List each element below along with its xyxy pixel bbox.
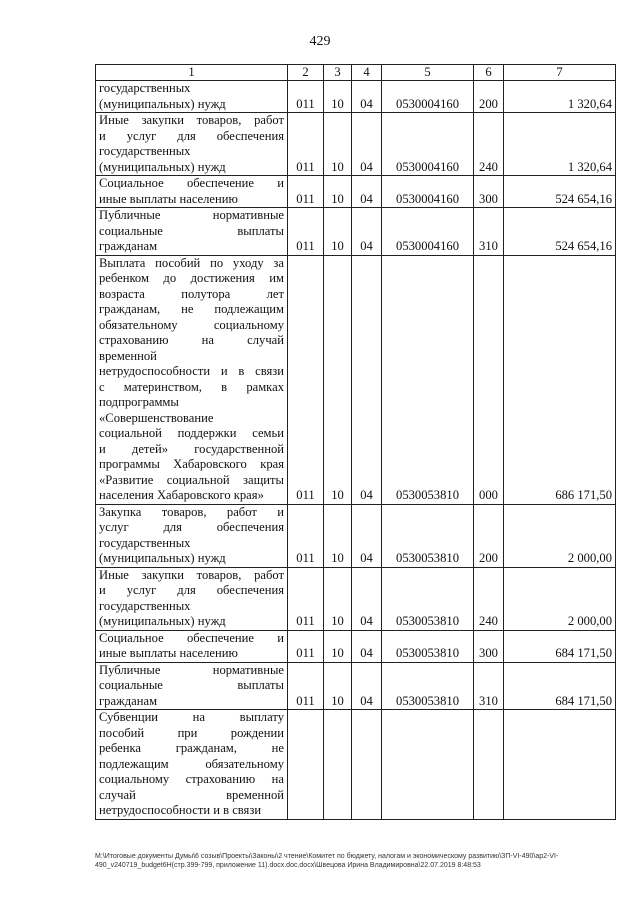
description-line: государственных	[99, 535, 191, 550]
description-line: нетрудоспособности и в связи	[99, 803, 262, 817]
description-line: государственных	[99, 81, 191, 95]
description-line: социальные выплаты	[99, 223, 284, 238]
description-line: и услуг для обеспечения	[99, 128, 284, 143]
description-line: нетрудоспособности и в связи	[99, 364, 284, 378]
amount-cell: 2 000,00	[504, 504, 616, 567]
description-line: «Совершенствование	[99, 410, 214, 425]
row-description	[96, 113, 288, 176]
ministry-code-cell	[288, 710, 324, 820]
subsection-code-cell: 04	[352, 208, 382, 256]
description-line: гражданам	[99, 239, 158, 253]
amount-cell: 684 171,50	[504, 630, 616, 662]
target-article-code-cell: 0530004160	[382, 81, 474, 113]
description-line: гражданам	[99, 693, 158, 708]
amount-cell	[504, 710, 616, 820]
column-header: 7	[504, 65, 616, 81]
amount-cell: 2 000,00	[504, 567, 616, 630]
subsection-code-cell: 04	[352, 176, 382, 208]
table-row	[96, 113, 616, 176]
description-line: социальной поддержки семьи	[99, 426, 284, 440]
expense-type-code-cell: 300	[474, 630, 504, 662]
section-code-cell: 10	[324, 567, 352, 630]
subsection-code-cell: 04	[352, 504, 382, 567]
expense-type-code-cell: 240	[474, 567, 504, 630]
target-article-code-cell: 0530053810	[382, 567, 474, 630]
page-number: 429	[309, 34, 331, 49]
ministry-code-cell: 011	[288, 255, 324, 504]
description-line: ребенком до достижения им	[99, 271, 284, 285]
section-code-cell: 10	[324, 504, 352, 567]
description-line: обязательному социальному	[99, 317, 284, 332]
column-header: 4	[352, 65, 382, 81]
description-line: «Развитие социальной защиты	[99, 472, 284, 487]
table-row	[96, 567, 616, 630]
description-line: (муниципальных) нужд	[99, 96, 226, 111]
footer-line: 490_v240719_budget6H(стр.399-799, приложение 11).docx.doc.docx\Швецова Ирина Владимировна\22.07.2019 8:48:53	[95, 862, 481, 869]
row-description	[96, 504, 288, 567]
row-description	[96, 176, 288, 208]
section-code-cell: 10	[324, 255, 352, 504]
expense-type-code-cell: 200	[474, 81, 504, 113]
description-line: подлежащим обязательному	[99, 756, 284, 771]
subsection-code-cell	[352, 710, 382, 820]
row-description	[96, 630, 288, 662]
description-line: Иные закупки товаров, работ	[99, 113, 284, 127]
table-row	[96, 504, 616, 567]
description-line: и детей» государственной	[99, 441, 284, 456]
expense-type-code-cell: 300	[474, 176, 504, 208]
table-row	[96, 630, 616, 662]
subsection-code-cell: 04	[352, 255, 382, 504]
description-line: Публичные нормативные	[99, 662, 284, 677]
description-line: гражданам, не подлежащим	[99, 302, 284, 316]
column-header: 3	[324, 65, 352, 81]
description-line: случай временной	[99, 787, 284, 802]
ministry-code-cell: 011	[288, 81, 324, 113]
table-row	[96, 176, 616, 208]
description-line: Субвенции на выплату	[99, 710, 284, 724]
description-line: временной	[99, 348, 157, 363]
subsection-code-cell: 04	[352, 567, 382, 630]
target-article-code-cell: 0530004160	[382, 208, 474, 256]
expense-type-code-cell	[474, 710, 504, 820]
ministry-code-cell: 011	[288, 504, 324, 567]
expense-type-code-cell: 000	[474, 255, 504, 504]
description-line: Социальное обеспечение и	[99, 630, 284, 645]
target-article-code-cell: 0530004160	[382, 113, 474, 176]
description-line: (муниципальных) нужд	[99, 551, 226, 565]
target-article-code-cell	[382, 710, 474, 820]
expense-type-code-cell: 240	[474, 113, 504, 176]
section-code-cell: 10	[324, 630, 352, 662]
column-header: 1	[96, 65, 288, 81]
description-line: подпрограммы	[99, 395, 179, 409]
target-article-code-cell: 0530053810	[382, 630, 474, 662]
amount-cell: 524 654,16	[504, 176, 616, 208]
row-description	[96, 662, 288, 710]
target-article-code-cell: 0530053810	[382, 662, 474, 710]
amount-cell: 524 654,16	[504, 208, 616, 256]
amount-cell: 684 171,50	[504, 662, 616, 710]
table-row	[96, 81, 616, 113]
ministry-code-cell: 011	[288, 630, 324, 662]
ministry-code-cell: 011	[288, 113, 324, 176]
expense-type-code-cell: 310	[474, 662, 504, 710]
amount-cell: 1 320,64	[504, 113, 616, 176]
description-line: государственных	[99, 144, 191, 158]
target-article-code-cell: 0530053810	[382, 255, 474, 504]
description-line: иные выплаты населению	[99, 646, 238, 660]
description-line: государственных	[99, 598, 191, 613]
description-line: (муниципальных) нужд	[99, 614, 226, 628]
row-description	[96, 255, 288, 504]
section-code-cell: 10	[324, 81, 352, 113]
description-line: ребенка гражданам, не	[99, 741, 284, 755]
description-line: программы Хабаровского края	[99, 457, 284, 471]
budget-table	[95, 64, 616, 820]
target-article-code-cell: 0530004160	[382, 176, 474, 208]
row-description	[96, 208, 288, 256]
description-line: услуг для обеспечения	[99, 520, 284, 534]
row-description	[96, 710, 288, 820]
section-code-cell	[324, 710, 352, 820]
column-header: 2	[288, 65, 324, 81]
description-line: с материнством, в рамках	[99, 379, 284, 394]
section-code-cell: 10	[324, 208, 352, 256]
description-line: населения Хабаровского края»	[99, 488, 264, 502]
table-row	[96, 255, 616, 504]
ministry-code-cell: 011	[288, 567, 324, 630]
table-header-row	[96, 65, 616, 81]
table-row	[96, 208, 616, 256]
row-description	[96, 567, 288, 630]
expense-type-code-cell: 310	[474, 208, 504, 256]
column-header: 5	[382, 65, 474, 81]
footer-line: M:\Итоговые документы Думы\6 созыв\Проекты\Законы\2 чтение\Комитет по бюджету, налогам и экономическому развитию\ЗП-VI-490\ap2-VI-	[95, 853, 559, 860]
amount-cell: 686 171,50	[504, 255, 616, 504]
description-line: Социальное обеспечение и	[99, 176, 284, 190]
ministry-code-cell: 011	[288, 662, 324, 710]
description-line: Публичные нормативные	[99, 208, 284, 222]
description-line: Иные закупки товаров, работ	[99, 567, 284, 582]
section-code-cell: 10	[324, 662, 352, 710]
description-line: Закупка товаров, работ и	[99, 504, 284, 519]
description-line: страхованию на случай	[99, 333, 284, 347]
subsection-code-cell: 04	[352, 113, 382, 176]
table-row	[96, 710, 616, 820]
section-code-cell: 10	[324, 113, 352, 176]
target-article-code-cell: 0530053810	[382, 504, 474, 567]
description-line: возраста полутора лет	[99, 286, 284, 301]
column-header: 6	[474, 65, 504, 81]
subsection-code-cell: 04	[352, 630, 382, 662]
ministry-code-cell: 011	[288, 208, 324, 256]
amount-cell: 1 320,64	[504, 81, 616, 113]
description-line: иные выплаты населению	[99, 191, 238, 206]
description-line: Выплата пособий по уходу за	[99, 255, 284, 270]
description-line: пособий при рождении	[99, 725, 284, 740]
description-line: (муниципальных) нужд	[99, 159, 226, 174]
document-path-footer	[95, 852, 615, 870]
description-line: социальные выплаты	[99, 678, 284, 692]
ministry-code-cell: 011	[288, 176, 324, 208]
description-line: социальному страхованию на	[99, 772, 284, 786]
subsection-code-cell: 04	[352, 81, 382, 113]
expense-type-code-cell: 200	[474, 504, 504, 567]
description-line: и услуг для обеспечения	[99, 583, 284, 597]
table-row	[96, 662, 616, 710]
subsection-code-cell: 04	[352, 662, 382, 710]
row-description	[96, 81, 288, 113]
section-code-cell: 10	[324, 176, 352, 208]
